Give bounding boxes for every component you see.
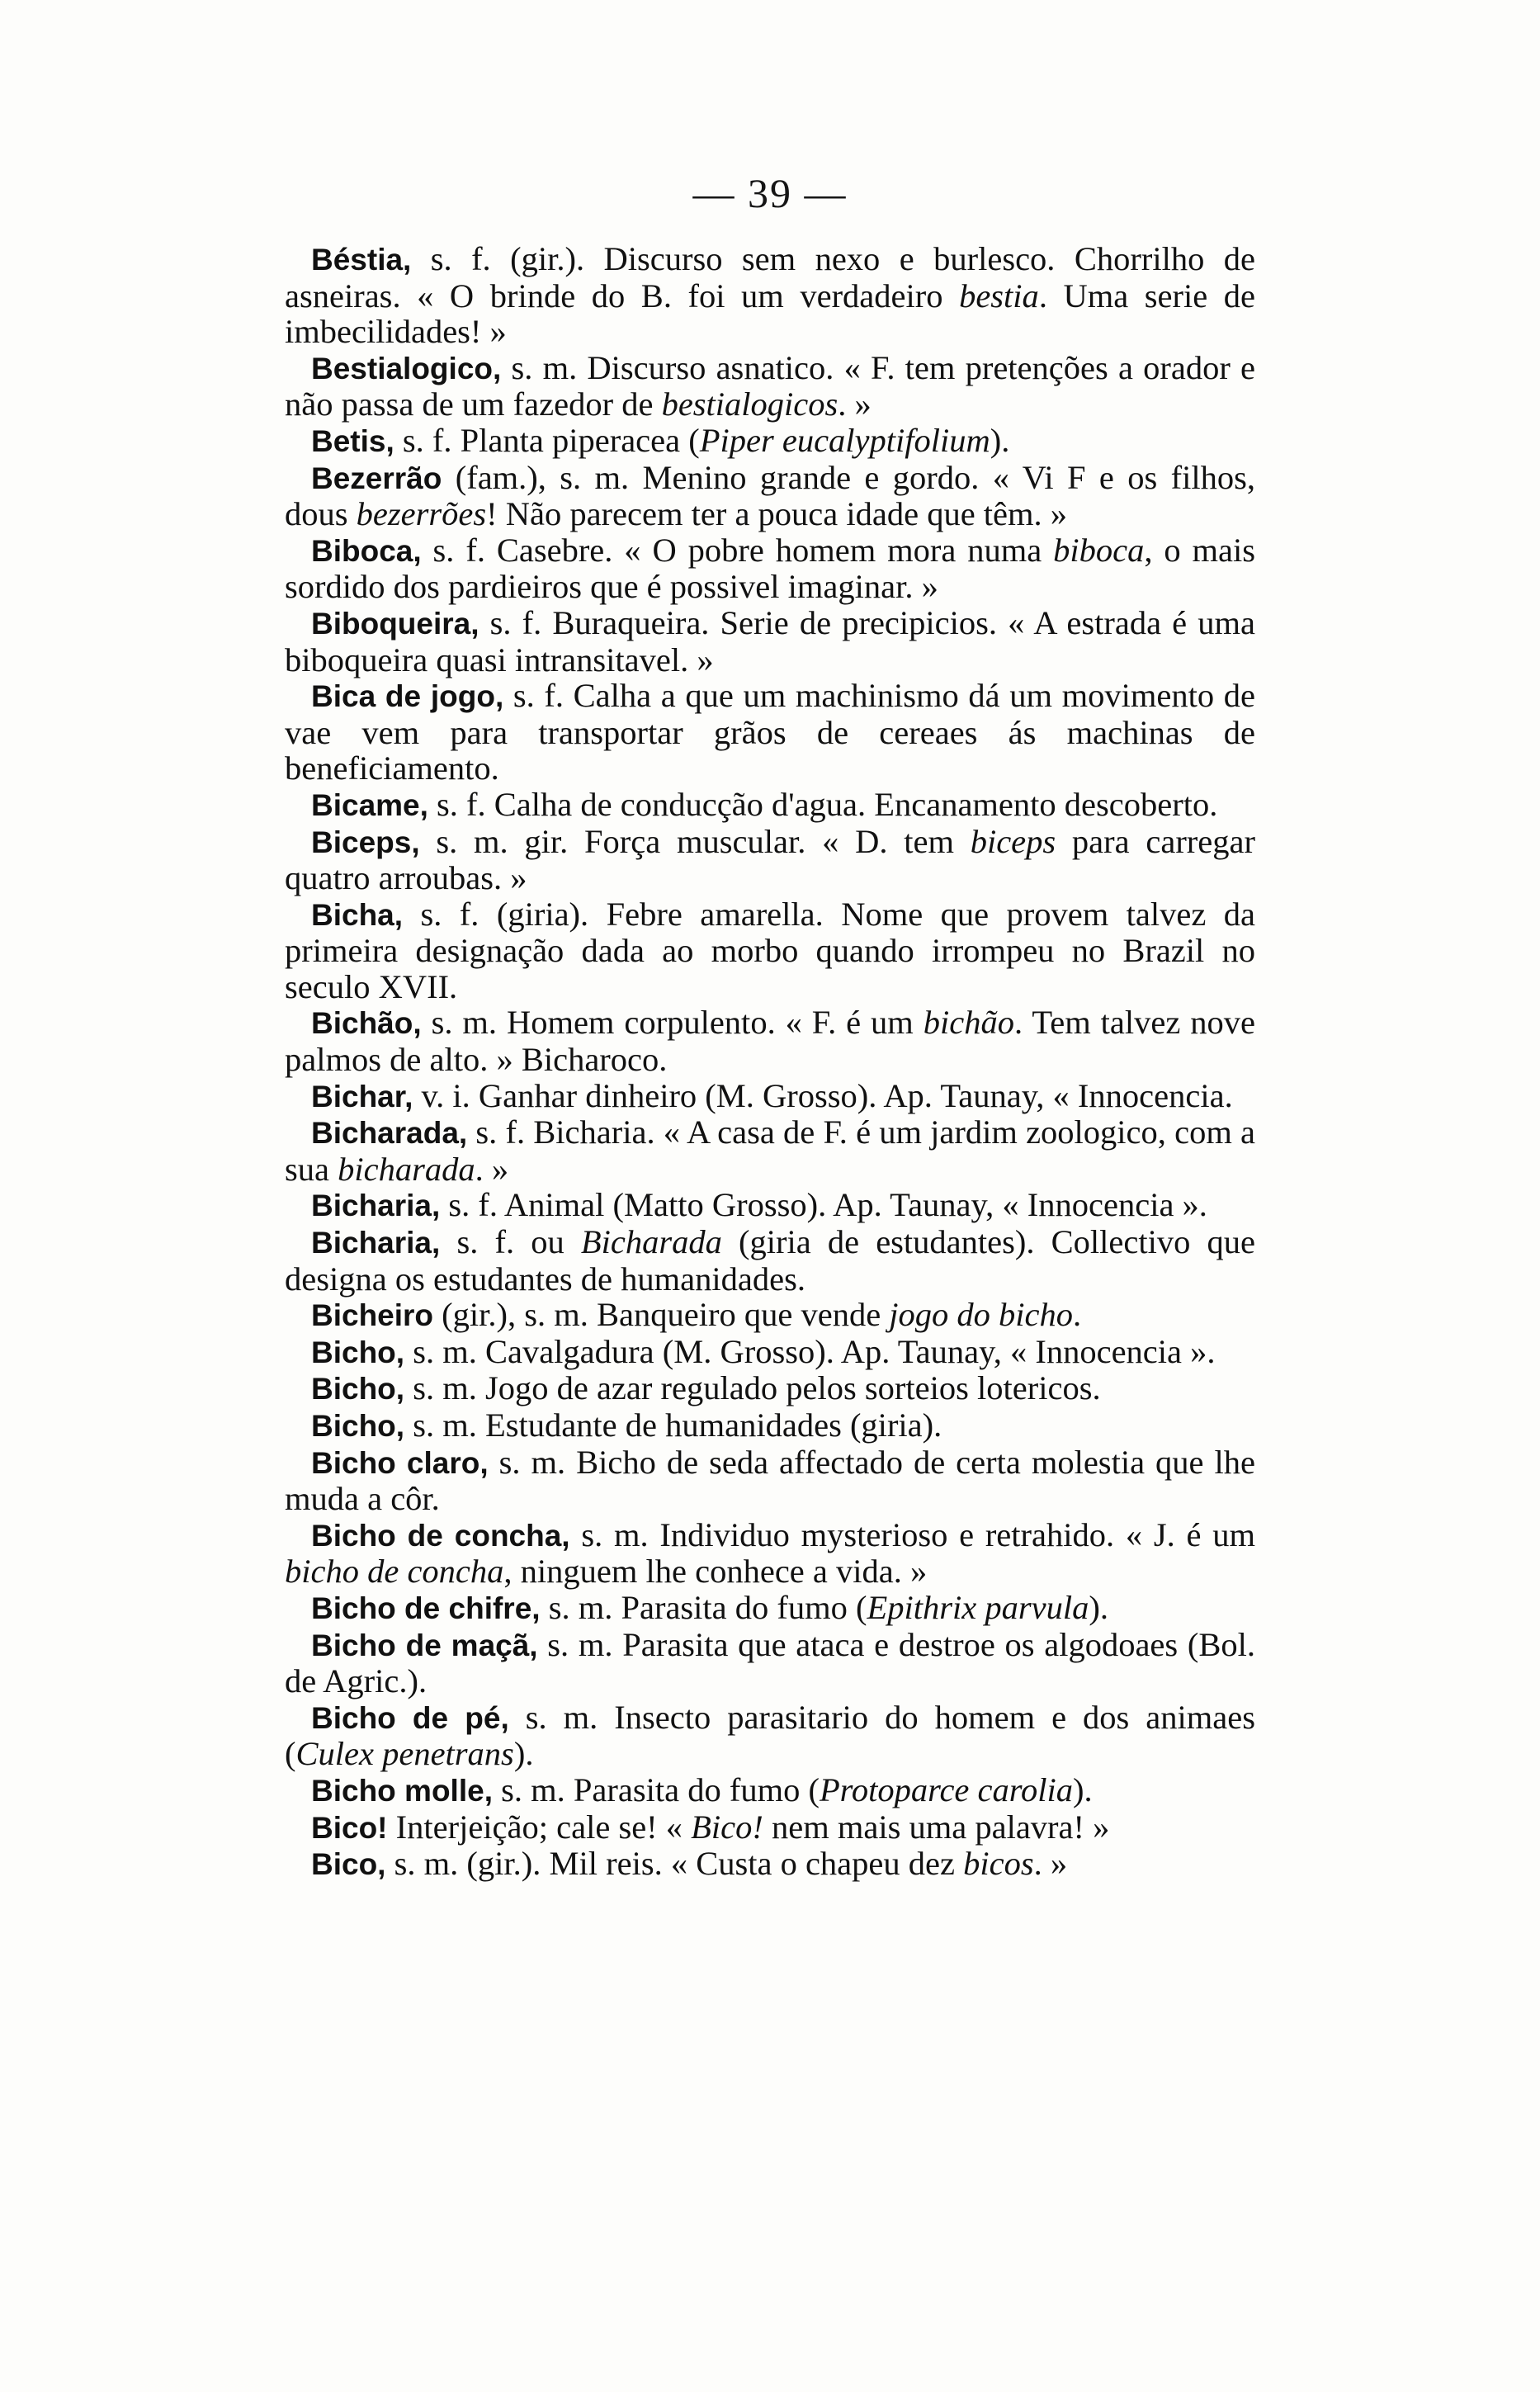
definition-text: s. m. Bicho de seda affectado de certa molestia que lhe muda a côr. [285,1443,1255,1518]
definition-text: s. m. Parasita do fumo ( [540,1588,867,1626]
dictionary-entry [285,1407,1255,1444]
dictionary-entry [285,787,1255,824]
definition-text: v. i. Ganhar dinheiro (M. Grosso). Ap. Taunay, « Innocencia. [413,1076,1233,1114]
entry-definition [388,1808,1110,1846]
entry-headword: Bicho molle, [311,1773,493,1808]
dictionary-entry [285,423,1255,460]
entry-definition [285,532,1255,606]
entry-definition [404,1369,1101,1406]
entry-headword: Bicheiro [311,1298,434,1333]
dictionary-entry [285,241,1255,350]
dictionary-entry [285,824,1255,896]
dictionary-entry [285,460,1255,532]
dictionary-entry [285,1334,1255,1371]
definition-text: s. f. Planta piperacea ( [394,421,700,459]
definition-text: . Tem talvez nove palmos de alto. » Bicharoco. [285,1004,1255,1079]
definition-text: . [1073,1296,1082,1334]
definition-text: . » [1033,1845,1068,1883]
entry-headword: Béstia, [311,243,412,277]
entry-definition [385,1845,1067,1882]
definition-text: s. m. Discurso asnatico. « F. tem pretenções a orador e não passa de um fazedor de [285,348,1255,423]
entry-headword: Bicho de chifre, [311,1591,541,1625]
dictionary-entry [285,1590,1255,1627]
definition-text: s. m. Estudante de humanidades (giria). [404,1406,942,1444]
dictionary-entry [285,1627,1255,1699]
definition-text: . Uma serie de imbecilidades! » [285,277,1256,351]
entry-headword: Biceps, [311,825,420,859]
entry-headword: Bicharia, [311,1226,441,1260]
definition-text: s. f. Calha a que um machinismo dá um movimento de vae vem para transportar grãos de cereaes ás machinas de beneficiamento. [285,677,1255,787]
definition-text: . » [838,385,872,423]
definition-text: s. m. gir. Força muscular. « D. tem [419,822,971,860]
definition-text: s. m. Homem corpulento. « F. é um [421,1004,924,1042]
dictionary-entries [285,241,1255,1883]
definition-text: s. m. Jogo de azar regulado pelos sorteios lotericos. [404,1369,1101,1407]
entry-definition [404,1333,1215,1370]
definition-text: ). [513,1735,534,1773]
definition-text: s. m. Parasita que ataca e destroe os algodoaes (Bol. de Agric.). [285,1625,1255,1700]
definition-italic-text: biboca [1053,531,1145,569]
entry-definition [433,1296,1081,1333]
entry-headword: Bicha, [311,897,404,932]
entry-definition [404,1406,942,1444]
definition-italic-text: Protoparce carolia [819,1770,1074,1808]
dictionary-entry [285,1297,1255,1334]
dictionary-entry [285,1517,1255,1590]
definition-italic-text: bestia [959,277,1039,314]
definition-text: ). [1073,1770,1093,1808]
entry-headword: Bestialogico, [311,351,502,385]
entry-definition [285,823,1255,897]
dictionary-entry [285,605,1255,678]
page-number: — 39 — [692,170,848,216]
definition-text: s. f. Calha de conducção d'agua. Encanamento descoberto. [428,785,1218,823]
definition-text: para carregar quatro arroubas. » [285,822,1255,897]
dictionary-entry [285,1005,1255,1077]
entry-headword: Bichar, [311,1079,413,1113]
entry-headword: Bica de jogo, [311,679,504,714]
definition-text: s. m. Cavalgadura (M. Grosso). Ap. Taunay, « Innocencia ». [404,1332,1216,1370]
dictionary-entry [285,1370,1255,1407]
dictionary-entry [285,1444,1255,1517]
entry-definition [413,1077,1232,1114]
dictionary-entry [285,1187,1255,1224]
entry-headword: Biboca, [311,533,422,568]
definition-italic-text: Epithrix parvula [867,1588,1089,1626]
entry-headword: Bichão, [311,1006,422,1041]
definition-text: ). [1089,1588,1108,1626]
dictionary-entry [285,1078,1255,1115]
definition-text: Interjeição; cale se! « [387,1808,692,1846]
entry-headword: Bicho de concha, [311,1518,570,1553]
entry-definition [440,1186,1207,1223]
entry-headword: Bico! [311,1810,388,1845]
definition-italic-text: bicharada [338,1150,475,1188]
definition-text: s. f. (giria). Febre amarella. Nome que provem talvez da primeira designação dada ao morbo quando irrompeu no Brazil no seculo XVII. [285,895,1255,1005]
entry-headword: Bicho claro, [311,1445,489,1480]
dictionary-entry [285,1699,1255,1772]
entry-definition [493,1771,1093,1808]
entry-headword: Betis, [311,423,394,458]
dictionary-entry [285,350,1255,423]
definition-text: , ninguem lhe conhece a vida. » [503,1553,928,1591]
dictionary-entry [285,1772,1255,1809]
definition-italic-text: Culex penetrans [295,1735,514,1773]
definition-text: ). [990,421,1010,459]
entry-headword: Biboqueira, [311,606,479,641]
dictionary-entry [285,1224,1255,1297]
definition-italic-text: bezerrões [356,495,487,533]
definition-italic-text: bichão [923,1004,1014,1042]
entry-headword: Bico, [311,1847,386,1882]
entry-headword: Bicho, [311,1335,405,1369]
definition-text: s. m. Individuo mysterioso e retrahido. « J. é um [569,1515,1255,1553]
definition-text: s. m. (gir.). Mil reis. « Custa o chapeu dez [385,1845,964,1883]
entry-definition [285,1004,1255,1078]
dictionary-entry [285,896,1255,1005]
entry-definition [285,896,1255,1005]
definition-italic-text: bicho de concha [285,1553,504,1591]
definition-italic-text: biceps [970,822,1056,860]
definition-italic-text: bestialogicos [661,385,838,423]
entry-headword: Bezerrão [311,461,442,495]
definition-italic-text: Bicharada [580,1223,722,1261]
dictionary-entry [285,532,1255,605]
entry-headword: Bicho de maçã, [311,1628,538,1662]
dictionary-entry [285,678,1255,787]
entry-headword: Bicho de pé, [311,1700,509,1735]
entry-headword: Bicho, [311,1409,405,1443]
definition-text: (gir.), s. m. Banqueiro que vende [433,1296,890,1334]
definition-text: (giria de estudantes). Collectivo que designa os estudantes de humanidades. [285,1223,1255,1298]
entry-definition [428,786,1217,823]
definition-text: , o mais sordido dos pardieiros que é possivel imaginar. » [285,531,1255,606]
entry-headword: Bicharia, [311,1189,441,1223]
dictionary-entry [285,1114,1255,1187]
definition-text: s. f. Casebre. « O pobre homem mora numa [421,531,1054,569]
entry-headword: Bicharada, [311,1116,468,1151]
definition-italic-text: Bico! [691,1808,763,1846]
entry-headword: Bicame, [311,787,428,822]
definition-text: s. f. Buraqueira. Serie de precipicios. « A estrada é uma biboqueira quasi intransitavel. » [285,603,1255,678]
definition-text: nem mais uma palavra! » [763,1808,1110,1846]
definition-text: s. f. ou [440,1223,581,1261]
entry-definition [541,1589,1108,1626]
dictionary-entry [285,1809,1255,1846]
definition-text: ! Não parecem ter a pouca idade que têm. » [486,495,1068,533]
definition-text: s. f. (gir.). Discurso sem nexo e burlesco. Chorrilho de asneiras. « O brinde do B. foi um verdadeiro [285,240,1255,314]
entry-headword: Bicho, [311,1372,405,1406]
definition-text: (fam.), s. m. Menino grande e gordo. « Vi F e os filhos, dous [285,458,1255,533]
definition-text: s. m. Insecto parasitario do homem e dos animaes ( [285,1698,1256,1773]
entry-definition [394,422,1010,459]
definition-text: s. m. Parasita do fumo ( [492,1770,820,1808]
definition-italic-text: bicos [963,1845,1034,1883]
definition-italic-text: Piper eucalyptifolium [699,421,990,459]
entry-definition [285,240,1255,350]
definition-text: . » [475,1150,509,1188]
definition-italic-text: jogo do bicho [889,1296,1074,1334]
dictionary-entry [285,1846,1255,1883]
definition-text: s. f. Animal (Matto Grosso). Ap. Taunay, « Innocencia ». [440,1186,1207,1224]
definition-text: s. f. Bicharia. « A casa de F. é um jardim zoologico, com a sua [285,1113,1255,1188]
